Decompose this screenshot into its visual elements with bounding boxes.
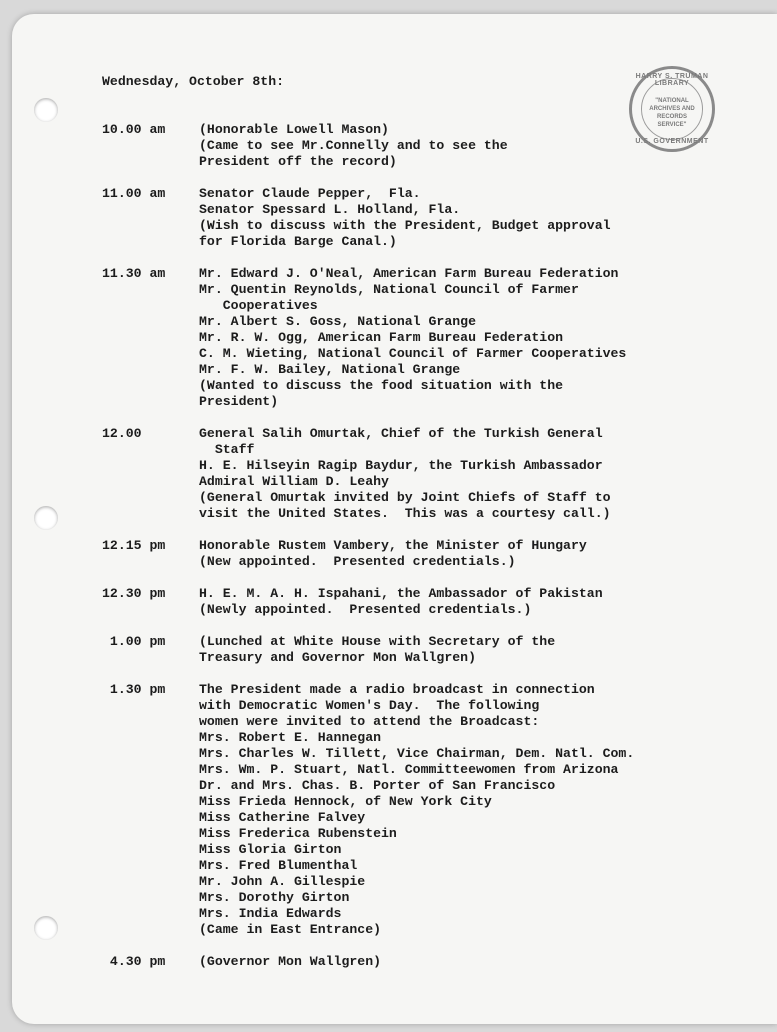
entry-lines [199,586,742,618]
entry-line: Mr. R. W. Ogg, American Farm Bureau Federation [199,330,564,345]
entry-line: Treasury and Governor Mon Wallgren) [199,650,476,665]
entry-line: Miss Frieda Hennock, of New York City [199,794,492,809]
schedule-content [102,74,742,986]
entry-line: (Came in East Entrance) [199,922,382,937]
entry-line: Cooperatives [199,298,318,313]
entry-line: Staff [199,442,255,457]
entry-line: (Wish to discuss with the President, Budget approval [199,218,611,233]
stamp-center-line: "NATIONAL [655,98,689,104]
entry-line: Admiral William D. Leahy [199,474,389,489]
entry-line: Mr. F. W. Bailey, National Grange [199,362,461,377]
entry-line: H. E. Hilseyin Ragip Baydur, the Turkish Ambassador [199,458,603,473]
entry-line: Mr. Edward J. O'Neal, American Farm Bureau Federation [199,266,619,281]
schedule-entry [102,122,742,170]
entry-line: C. M. Wieting, National Council of Farmer Cooperatives [199,346,627,361]
entry-line: The President made a radio broadcast in connection [199,682,595,697]
entry-lines [199,186,742,250]
entry-line: Mrs. Fred Blumenthal [199,858,358,873]
entry-time: 12.00 [102,426,142,441]
stamp-center-line: ARCHIVES AND [649,106,695,112]
punch-hole [34,98,58,122]
entry-line: Miss Catherine Falvey [199,810,366,825]
schedule-entry [102,538,742,570]
stamp-ring-bottom: U.S. GOVERNMENT [635,138,709,145]
entry-lines [199,266,742,410]
schedule-entries [102,122,742,970]
schedule-entry [102,586,742,618]
entry-lines [199,122,742,170]
schedule-entry [102,266,742,410]
entry-line: (Newly appointed. Presented credentials.) [199,602,532,617]
entry-line: Honorable Rustem Vambery, the Minister of Hungary [199,538,587,553]
entry-line: General Salih Omurtak, Chief of the Turkish General [199,426,603,441]
entry-time: 12.30 pm [102,586,166,601]
entry-line: H. E. M. A. H. Ispahani, the Ambassador of Pakistan [199,586,603,601]
entry-line: Mrs. Wm. P. Stuart, Natl. Committeewomen from Arizona [199,762,619,777]
entry-lines [199,538,742,570]
entry-line: with Democratic Women's Day. The following [199,698,540,713]
entry-line: (Governor Mon Wallgren) [199,954,382,969]
entry-line: women were invited to attend the Broadcast: [199,714,540,729]
entry-line: Mr. Quentin Reynolds, National Council of Farmer [199,282,579,297]
entry-line: (Came to see Mr.Connelly and to see the [199,138,508,153]
entry-line: (General Omurtak invited by Joint Chiefs of Staff to [199,490,611,505]
entry-line: President off the record) [199,154,397,169]
punch-hole [34,916,58,940]
entry-line: visit the United States. This was a courtesy call.) [199,506,611,521]
entry-line: Mr. Albert S. Goss, National Grange [199,314,476,329]
entry-line: (New appointed. Presented credentials.) [199,554,516,569]
schedule-entry [102,186,742,250]
entry-time: 12.15 pm [102,538,166,553]
entry-line: (Honorable Lowell Mason) [199,122,389,137]
entry-lines [199,426,742,522]
stamp-center-line: SERVICE" [657,122,687,128]
entry-time: 11.30 am [102,266,166,281]
entry-lines [199,682,742,938]
entry-time: 1.00 pm [102,634,166,649]
document-page [12,14,777,1024]
entry-line: Dr. and Mrs. Chas. B. Porter of San Francisco [199,778,556,793]
entry-line: Senator Claude Pepper, Fla. [199,186,421,201]
schedule-entry [102,954,742,970]
stamp-center-line: RECORDS [656,114,687,120]
entry-time: 10.00 am [102,122,166,137]
entry-line: President) [199,394,279,409]
entry-lines [199,954,742,970]
entry-lines [199,634,742,666]
entry-time: 4.30 pm [102,954,166,969]
entry-line: Mrs. Dorothy Girton [199,890,350,905]
entry-line: Miss Gloria Girton [199,842,342,857]
schedule-entry [102,634,742,666]
date-heading: Wednesday, October 8th: [102,74,285,89]
entry-line: Senator Spessard L. Holland, Fla. [199,202,461,217]
entry-line: Mrs. Charles W. Tillett, Vice Chairman, Dem. Natl. Com. [199,746,635,761]
stamp-ring-top: HARRY S. TRUMAN LIBRARY [635,73,709,87]
entry-time: 1.30 pm [102,682,166,697]
entry-line: (Wanted to discuss the food situation with the [199,378,564,393]
entry-line: Miss Frederica Rubenstein [199,826,397,841]
schedule-entry [102,426,742,522]
entry-line: Mrs. Robert E. Hannegan [199,730,382,745]
entry-line: (Lunched at White House with Secretary of the [199,634,556,649]
punch-hole [34,506,58,530]
entry-line: for Florida Barge Canal.) [199,234,397,249]
entry-time: 11.00 am [102,186,166,201]
schedule-entry [102,682,742,938]
entry-line: Mr. John A. Gillespie [199,874,366,889]
entry-line: Mrs. India Edwards [199,906,342,921]
